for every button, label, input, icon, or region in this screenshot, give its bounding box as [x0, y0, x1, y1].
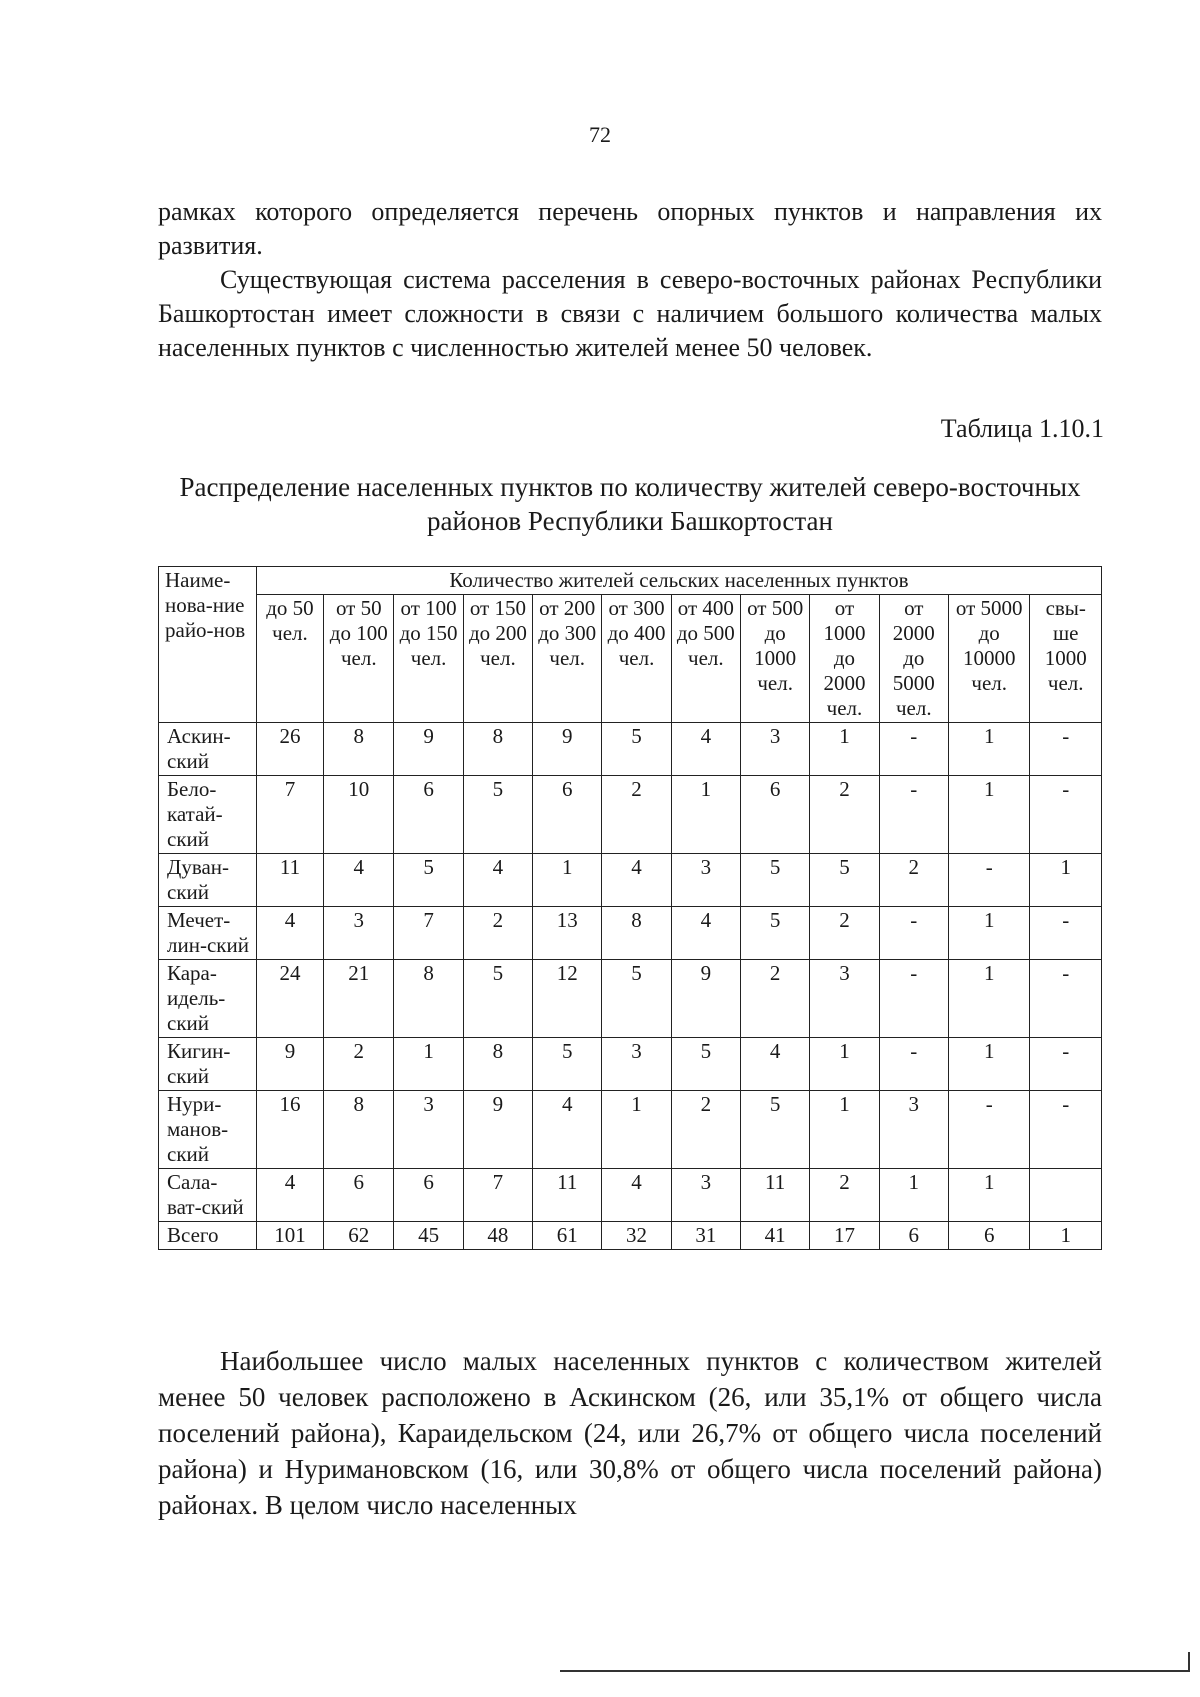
table-cell: 2: [810, 1169, 879, 1222]
page-number: 72: [589, 122, 611, 147]
table-cell: 4: [533, 1091, 602, 1169]
table-cell: -: [948, 854, 1030, 907]
table-cell: -: [1030, 723, 1102, 776]
group-header: Количество жителей сельских населенных пунктов: [256, 567, 1101, 595]
district-name: Всего: [159, 1222, 257, 1250]
table-cell: -: [879, 723, 948, 776]
table-cell: 1: [810, 1038, 879, 1091]
table-cell: 3: [879, 1091, 948, 1169]
table-row: [159, 907, 1102, 960]
table-cell: 7: [463, 1169, 532, 1222]
district-name: Кигин-ский: [159, 1038, 257, 1091]
district-name: Бело-катай-ский: [159, 776, 257, 854]
table-cell: 7: [394, 907, 463, 960]
table-cell: 45: [394, 1222, 463, 1250]
table-cell: 4: [463, 854, 532, 907]
table-cell: 17: [810, 1222, 879, 1250]
column-header: от 500 до 1000 чел.: [741, 595, 810, 723]
table-cell: 48: [463, 1222, 532, 1250]
table-cell: 8: [394, 960, 463, 1038]
table-cell: 1: [948, 776, 1030, 854]
table-cell: 5: [602, 723, 671, 776]
table-row: [159, 776, 1102, 854]
table-cell: 9: [533, 723, 602, 776]
table-cell: 61: [533, 1222, 602, 1250]
table-cell: 6: [741, 776, 810, 854]
table-cell: 1: [1030, 1222, 1102, 1250]
table-cell: 3: [602, 1038, 671, 1091]
table-row: [159, 723, 1102, 776]
table-cell: -: [879, 960, 948, 1038]
table-body: [159, 723, 1102, 1250]
district-name-header: Наиме-нова-ние райо-нов: [159, 567, 257, 723]
table-cell: 3: [741, 723, 810, 776]
table-cell: 21: [324, 960, 394, 1038]
settlement-table: [158, 566, 1102, 1250]
table-cell: 3: [671, 854, 740, 907]
bottom-rule: [560, 1670, 1190, 1672]
table-cell: -: [948, 1091, 1030, 1169]
table-cell: -: [1030, 1038, 1102, 1091]
table-cell: 8: [463, 723, 532, 776]
column-header: от 5000 до 10000 чел.: [948, 595, 1030, 723]
table-cell: 8: [324, 723, 394, 776]
table-cell: 11: [256, 854, 323, 907]
district-name: Нури-манов-ский: [159, 1091, 257, 1169]
table-row: [159, 1038, 1102, 1091]
column-header: от 50 до 100 чел.: [324, 595, 394, 723]
column-header: от 300 до 400 чел.: [602, 595, 671, 723]
intro-paragraph: Существующая система расселения в северо-восточных районах Республики Башкортостан имеет сложности в связи с наличием большого количества малых населенных пунктов с численностью жителей менее 50 человек.: [158, 265, 1102, 362]
table-cell: 1: [810, 723, 879, 776]
table-cell: 4: [602, 854, 671, 907]
table-cell: 5: [602, 960, 671, 1038]
table-cell: 11: [741, 1169, 810, 1222]
table-row: [159, 1091, 1102, 1169]
table-cell: 4: [602, 1169, 671, 1222]
table-cell: 1: [533, 854, 602, 907]
table-cell: 13: [533, 907, 602, 960]
table-cell: -: [879, 776, 948, 854]
table-cell: 2: [879, 854, 948, 907]
table-cell: 2: [463, 907, 532, 960]
bottom-rule-tick: [1188, 1652, 1190, 1672]
table-cell: 5: [394, 854, 463, 907]
column-header: от 150 до 200 чел.: [463, 595, 532, 723]
table-cell: 7: [256, 776, 323, 854]
table-cell: 3: [324, 907, 394, 960]
table-cell: 5: [741, 854, 810, 907]
table-cell: 6: [533, 776, 602, 854]
table-cell: 2: [324, 1038, 394, 1091]
table-cell: 3: [394, 1091, 463, 1169]
table-cell: 1: [948, 1169, 1030, 1222]
table-cell: 4: [324, 854, 394, 907]
table-cell: 3: [810, 960, 879, 1038]
table-cell: 4: [256, 1169, 323, 1222]
table-cell: 2: [810, 776, 879, 854]
table-cell: 9: [394, 723, 463, 776]
table-cell: 26: [256, 723, 323, 776]
table-cell: 6: [394, 776, 463, 854]
table-header-group-row: [159, 567, 1102, 595]
table-cell: 2: [671, 1091, 740, 1169]
table-cell: -: [1030, 776, 1102, 854]
table-cell: 6: [324, 1169, 394, 1222]
table-cell: 24: [256, 960, 323, 1038]
table-cell: 2: [602, 776, 671, 854]
table-row: [159, 1169, 1102, 1222]
table-cell: 9: [671, 960, 740, 1038]
table-cell: 6: [879, 1222, 948, 1250]
table-cell: 101: [256, 1222, 323, 1250]
conclusion-text: [158, 1343, 1102, 1523]
column-header: свы-ше 1000 чел.: [1030, 595, 1102, 723]
table-cell: 4: [256, 907, 323, 960]
table-cell: 62: [324, 1222, 394, 1250]
table-cell: 1: [810, 1091, 879, 1169]
intro-text: [158, 195, 1102, 365]
table-cell: 8: [324, 1091, 394, 1169]
table-cell: 6: [394, 1169, 463, 1222]
column-header: от 1000 до 2000 чел.: [810, 595, 879, 723]
column-header: от 200 до 300 чел.: [533, 595, 602, 723]
table-cell: 5: [463, 776, 532, 854]
column-header: от 2000 до 5000 чел.: [879, 595, 948, 723]
table-cell: 1: [394, 1038, 463, 1091]
table-cell: 3: [671, 1169, 740, 1222]
table-cell: 4: [671, 907, 740, 960]
table-cell: 4: [671, 723, 740, 776]
table-cell: -: [1030, 960, 1102, 1038]
district-name: Аскин-ский: [159, 723, 257, 776]
district-name: Мечет-лин-ский: [159, 907, 257, 960]
table-title: Распределение населенных пунктов по количеству жителей северо-восточных районов Республики Башкортостан: [179, 472, 1081, 536]
conclusion-paragraph: Наибольшее число малых населенных пунктов с количеством жителей менее 50 человек расположено в Аскинском (26, или 35,1% от общего числа поселений района), Караидельском (24, или 26,7% от общего числа поселений района) и Нуримановском (16, или 30,8% от общего числа поселений района) районах. В целом число населенных: [158, 1346, 1102, 1520]
table-cell: 1: [948, 1038, 1030, 1091]
district-name: Кара-идель-ский: [159, 960, 257, 1038]
table-row: [159, 1222, 1102, 1250]
table-label: Таблица 1.10.1: [940, 414, 1104, 443]
table-cell: 32: [602, 1222, 671, 1250]
table-cell: 6: [948, 1222, 1030, 1250]
table-cell: 5: [533, 1038, 602, 1091]
table-cell: 1: [948, 723, 1030, 776]
table-cell: 31: [671, 1222, 740, 1250]
table-cell: 1: [602, 1091, 671, 1169]
table-cell: 5: [741, 907, 810, 960]
table-cell: 2: [810, 907, 879, 960]
table-cell: 1: [1030, 854, 1102, 907]
table-cell: -: [879, 907, 948, 960]
table-cell: 2: [741, 960, 810, 1038]
table-cell: 8: [463, 1038, 532, 1091]
table-cell: -: [1030, 1091, 1102, 1169]
district-name: Сала-ват-ский: [159, 1169, 257, 1222]
table-cell: 9: [256, 1038, 323, 1091]
table-cell: 12: [533, 960, 602, 1038]
table-cell: 1: [879, 1169, 948, 1222]
table-cell: 5: [741, 1091, 810, 1169]
table-cell: 1: [948, 960, 1030, 1038]
table-cell: 1: [671, 776, 740, 854]
table-cell: 11: [533, 1169, 602, 1222]
column-header: от 100 до 150 чел.: [394, 595, 463, 723]
table-cell: 5: [671, 1038, 740, 1091]
table-cell: -: [1030, 907, 1102, 960]
table-cell: 4: [741, 1038, 810, 1091]
table-cell: 10: [324, 776, 394, 854]
column-header: от 400 до 500 чел.: [671, 595, 740, 723]
table-cell: 9: [463, 1091, 532, 1169]
table-cell: 16: [256, 1091, 323, 1169]
column-header-row: [159, 595, 1102, 723]
table-row: [159, 854, 1102, 907]
intro-line1: рамках которого определяется перечень опорных пунктов и направления их развития.: [158, 197, 1102, 260]
table-cell: 5: [463, 960, 532, 1038]
table-cell: 1: [948, 907, 1030, 960]
table-cell: -: [879, 1038, 948, 1091]
table-row: [159, 960, 1102, 1038]
table-cell: 41: [741, 1222, 810, 1250]
column-header: до 50 чел.: [256, 595, 323, 723]
district-name: Дуван-ский: [159, 854, 257, 907]
table-cell: 8: [602, 907, 671, 960]
table-cell: [1030, 1169, 1102, 1222]
table-cell: 5: [810, 854, 879, 907]
